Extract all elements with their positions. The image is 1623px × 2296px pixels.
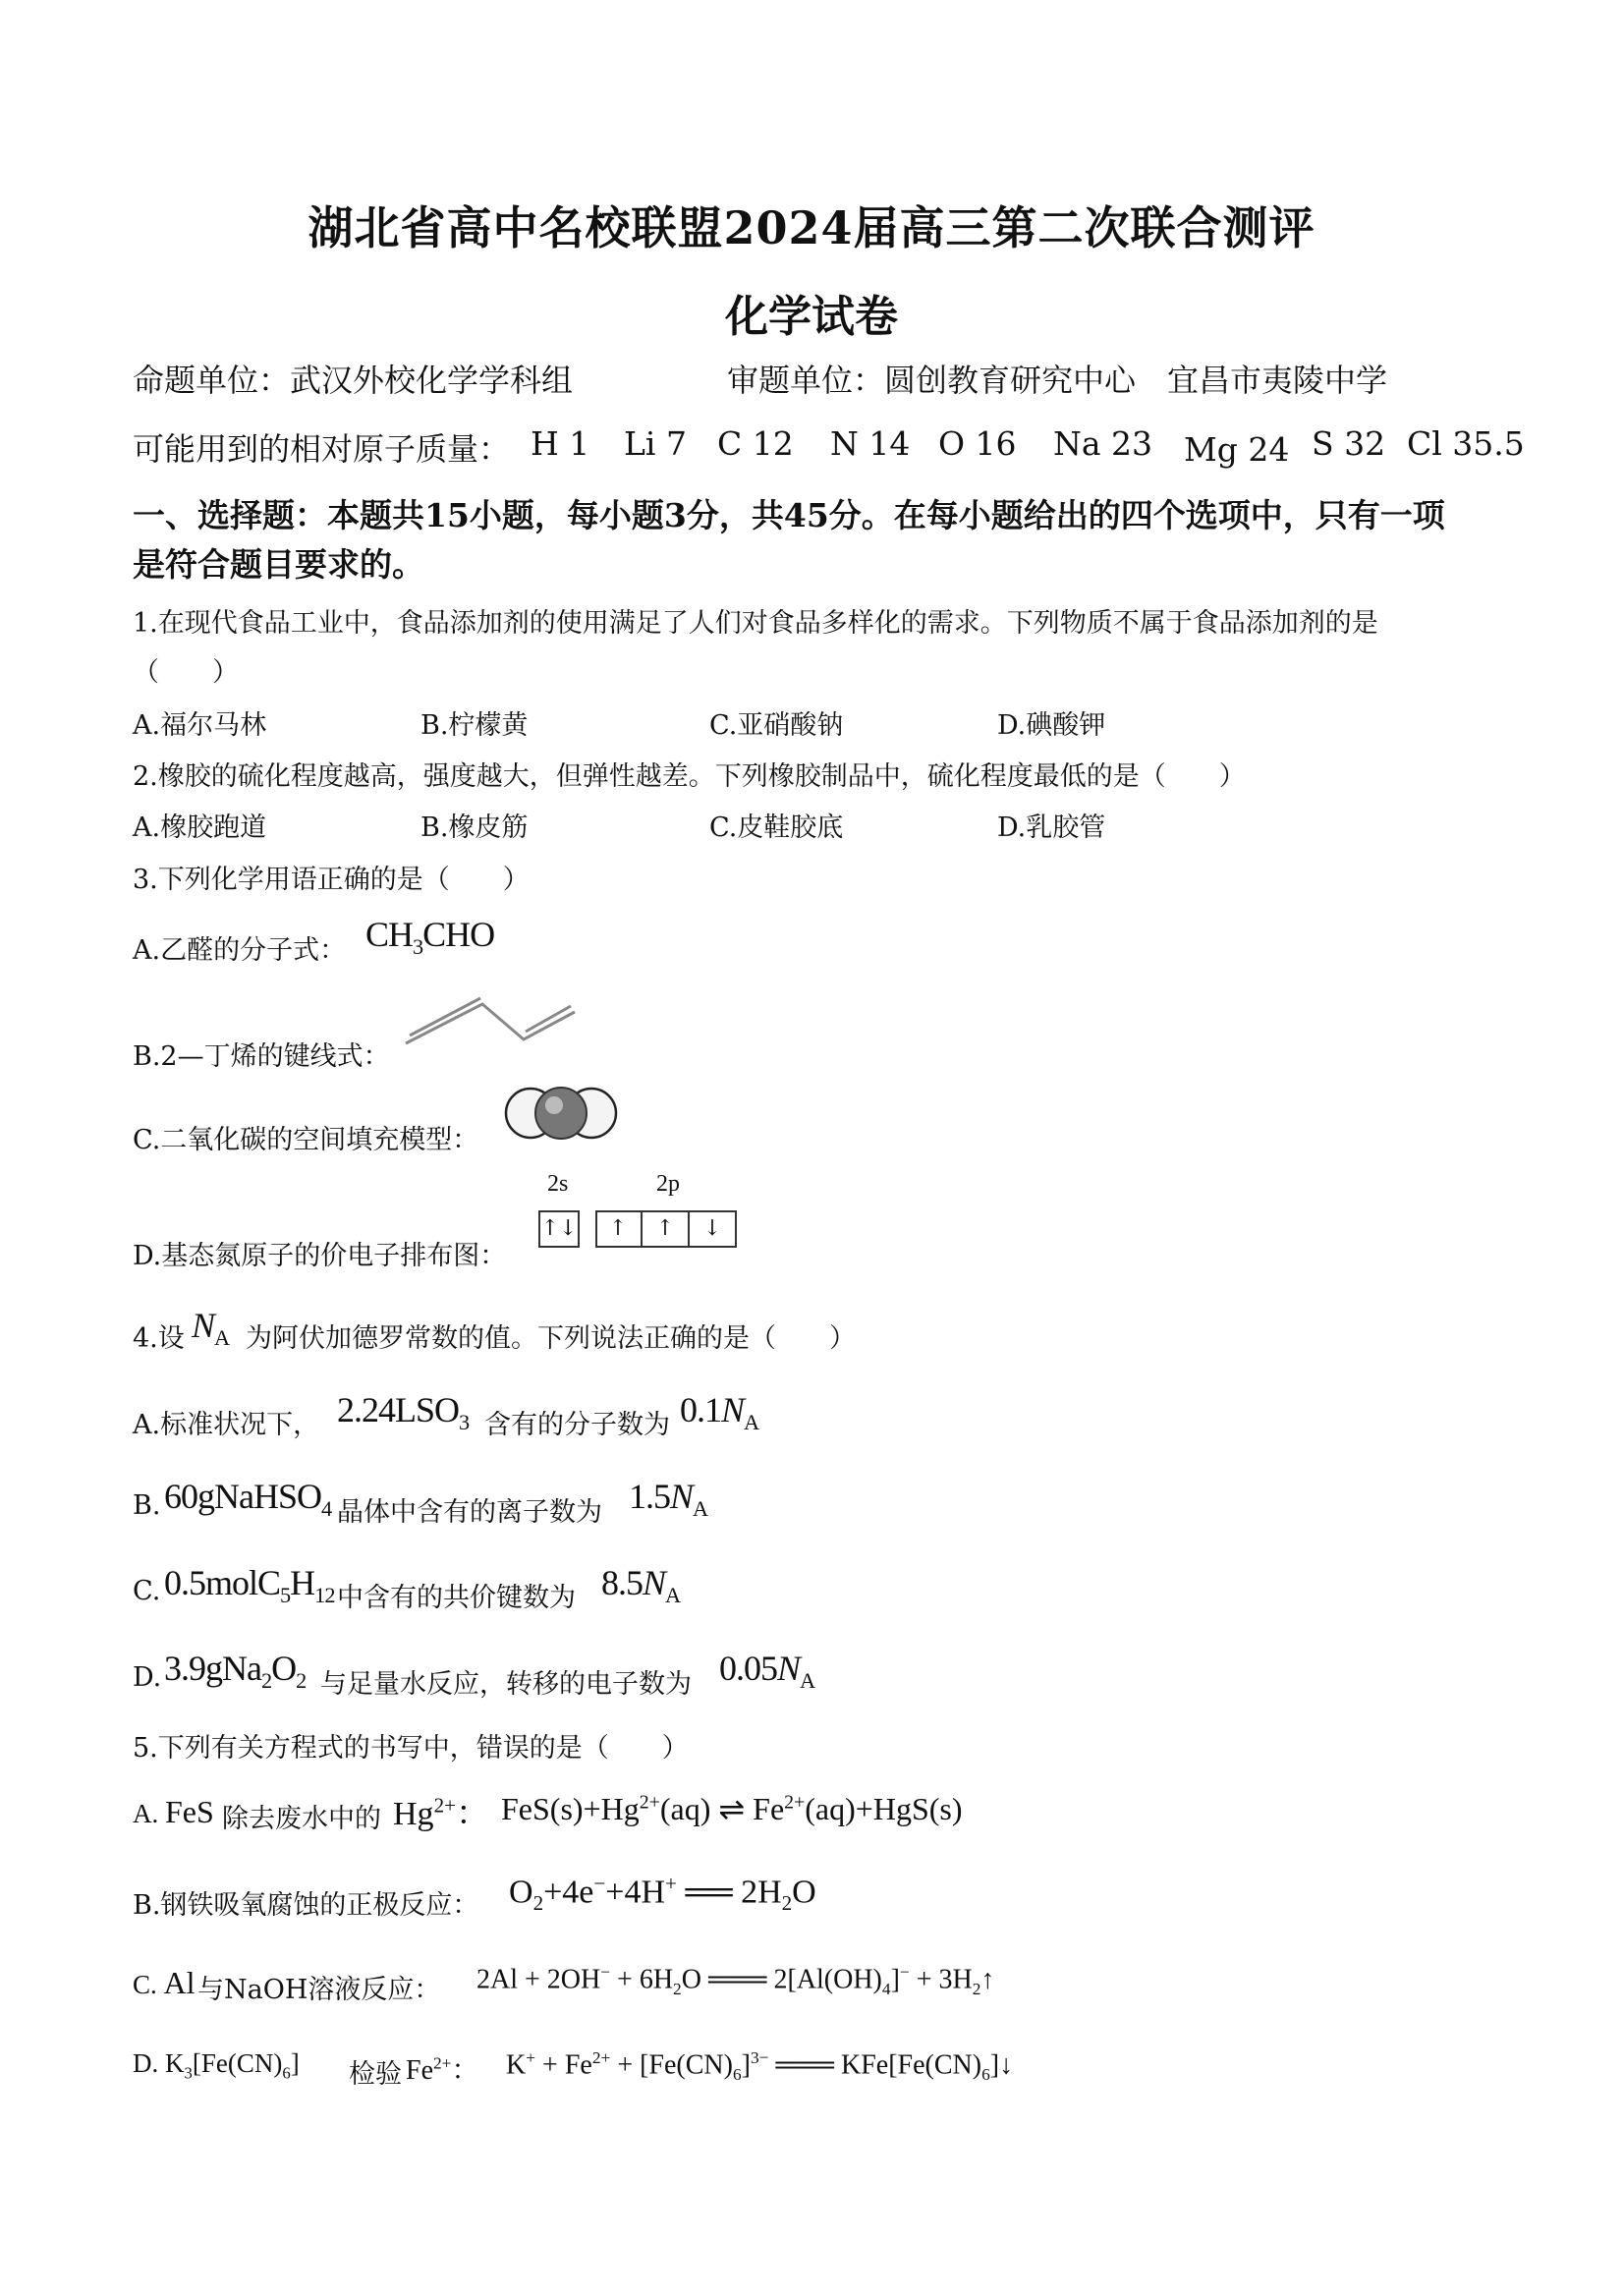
- q4-option-a-formula: $2.24LSO_3$: [337, 1390, 470, 1435]
- exam-title: 湖北省高中名校联盟2024届高三第二次联合测评: [308, 201, 1315, 254]
- q5-option-c-prefix: C. Al: [133, 1965, 196, 2000]
- q1-paren: （ ）: [133, 657, 239, 688]
- orbital-label-2p: 2p: [656, 1171, 680, 1197]
- q4-option-d-label: D.: [133, 1662, 162, 1693]
- review-unit: 审题单位：圆创教育研究中心 宜昌市夷陵中学: [727, 362, 1388, 399]
- q5-option-c-equation: $2Al + 2OH^- + 6H_2O$ ═══ $2[Al(OH)_4]^-$ + $3H_2↑$: [476, 1963, 995, 1998]
- nitrogen-orbital-diagram: [531, 1171, 756, 1260]
- q4-option-c-value: $8.5N_A$: [601, 1563, 681, 1608]
- q2-option-b: B.橡皮筋: [420, 812, 529, 843]
- q5-option-c-text: 与NaOH溶液反应：: [197, 1975, 441, 2005]
- co2-space-filling-model: [503, 1079, 621, 1148]
- orbital-box-2p: ↑: [595, 1212, 643, 1246]
- q3-stem: 3.下列化学用语正确的是（ ）: [133, 865, 530, 895]
- section-heading-cont: 是符合题目要求的。: [133, 545, 424, 584]
- q3-option-c-label: C.二氧化碳的空间填充模型：: [133, 1125, 479, 1155]
- q5-option-b-label: B.钢铁吸氧腐蚀的正极反应：: [133, 1890, 479, 1921]
- q5-option-a-prefix: A. FeS: [133, 1794, 214, 1829]
- atomic-mass-item: Mg 24: [1184, 430, 1290, 469]
- q5-stem: 5.下列有关方程式的书写中，错误的是（ ）: [133, 1733, 689, 1764]
- q4-option-d-value: $0.05N_A$: [719, 1649, 815, 1694]
- author-unit: 命题单位：武汉外校化学学科组: [133, 362, 574, 399]
- atomic-mass-item: C 12: [717, 424, 794, 463]
- q4-option-b-value: $1.5N_A$: [629, 1477, 708, 1522]
- q5-option-a-equation: $FeS(s)+Hg^{2+}(aq)$ ⇌ $Fe^{2+}(aq)+HgS(s)$: [501, 1791, 963, 1826]
- atomic-mass-item: O 16: [938, 424, 1017, 463]
- na-symbol: $N_A$: [192, 1306, 230, 1351]
- q4-option-c-text: 中含有的共价键数为: [337, 1583, 576, 1613]
- atomic-mass-label: 可能用到的相对原子质量：: [133, 430, 511, 468]
- q5-option-d-ion: $Fe^{2+}$：: [406, 2053, 479, 2086]
- q1-option-b: B.柠檬黄: [420, 710, 529, 741]
- q5-option-d-text: 检验: [349, 2059, 402, 2090]
- q4-option-a-text: 含有的分子数为: [484, 1410, 670, 1440]
- q1-stem: 1.在现代食品工业中，食品添加剂的使用满足了人们对食品多样化的需求。下列物质不属于食品添加剂的是: [133, 608, 1378, 639]
- atomic-mass-item: Na 23: [1053, 424, 1153, 463]
- q4-option-c-formula: $0.5molC_5H_{12}$: [164, 1563, 335, 1608]
- orbital-label-2s: 2s: [547, 1171, 569, 1197]
- q4-option-a-label: A.标准状况下，: [133, 1410, 320, 1440]
- q2-option-c: C.皮鞋胶底: [709, 812, 844, 843]
- q4-option-b-formula: 60gNaHSO$_4$: [164, 1477, 332, 1522]
- subject-title: 化学试卷: [725, 292, 898, 342]
- q4-stem-post: 为阿伏加德罗常数的值。下列说法正确的是（ ）: [246, 1323, 856, 1354]
- q4-option-b-text: 晶体中含有的离子数为: [337, 1497, 602, 1528]
- q5-option-b-equation: $O_2+4e^-+4H^+$ ══ $2H_2O$: [509, 1872, 816, 1916]
- q1-option-a: A.福尔马林: [133, 710, 267, 741]
- q4-option-d-formula: $3.9gNa_2O_2$: [164, 1649, 307, 1694]
- q1-option-c: C.亚硝酸钠: [709, 710, 844, 741]
- q4-option-d-text: 与足量水反应，转移的电子数为: [320, 1669, 692, 1700]
- q1-option-d: D.碘酸钾: [997, 710, 1106, 741]
- q5-option-a-text: 除去废水中的: [222, 1804, 381, 1834]
- q3-option-a-formula: $CH_3CHO$: [365, 915, 495, 960]
- q2-option-d: D.乳胶管: [997, 812, 1106, 843]
- 2-butene-skeletal-formula: [398, 994, 585, 1051]
- q5-option-d-prefix: D. $K_3[Fe(CN)_6]$: [133, 2048, 300, 2083]
- atomic-mass-item: H 1: [531, 424, 590, 463]
- atomic-mass-item: Cl 35.5: [1407, 424, 1525, 463]
- q5-option-a-ion: $Hg^{2+}$：: [393, 1793, 489, 1832]
- q4-option-b-label: B.: [133, 1490, 161, 1521]
- atomic-mass-item: N 14: [830, 424, 911, 463]
- q3-option-b-label: B.2—丁烯的键线式：: [133, 1041, 390, 1072]
- atomic-mass-item: Li 7: [624, 424, 687, 463]
- orbital-box-2p: ↓: [702, 1216, 722, 1241]
- orbital-box-2s: ↑↓: [538, 1210, 580, 1248]
- atomic-mass-item: S 32: [1312, 424, 1386, 463]
- q4-stem-pre: 4.设: [133, 1323, 185, 1354]
- orbital-box-2p: ↑: [643, 1212, 690, 1246]
- q4-option-a-value: $0.1N_A$: [680, 1390, 759, 1435]
- q5-option-d-equation: $K^+ + Fe^{2+} + [Fe(CN)_6]^{3-}$ ═══ $KFe[Fe(CN)_6]↓$: [506, 2048, 1014, 2084]
- q2-stem: 2.橡胶的硫化程度越高，强度越大，但弹性越差。下列橡胶制品中，硫化程度最低的是（ ）: [133, 761, 1246, 792]
- section-heading: 一、选择题：本题共15小题，每小题3分，共45分。在每小题给出的四个选项中，只有一项: [133, 496, 1445, 534]
- q2-option-a: A.橡胶跑道: [133, 812, 267, 843]
- q3-option-d-label: D.基态氮原子的价电子排布图：: [133, 1241, 507, 1271]
- q4-option-c-label: C.: [133, 1576, 161, 1606]
- q3-option-a-label: A.乙醛的分子式：: [133, 935, 347, 966]
